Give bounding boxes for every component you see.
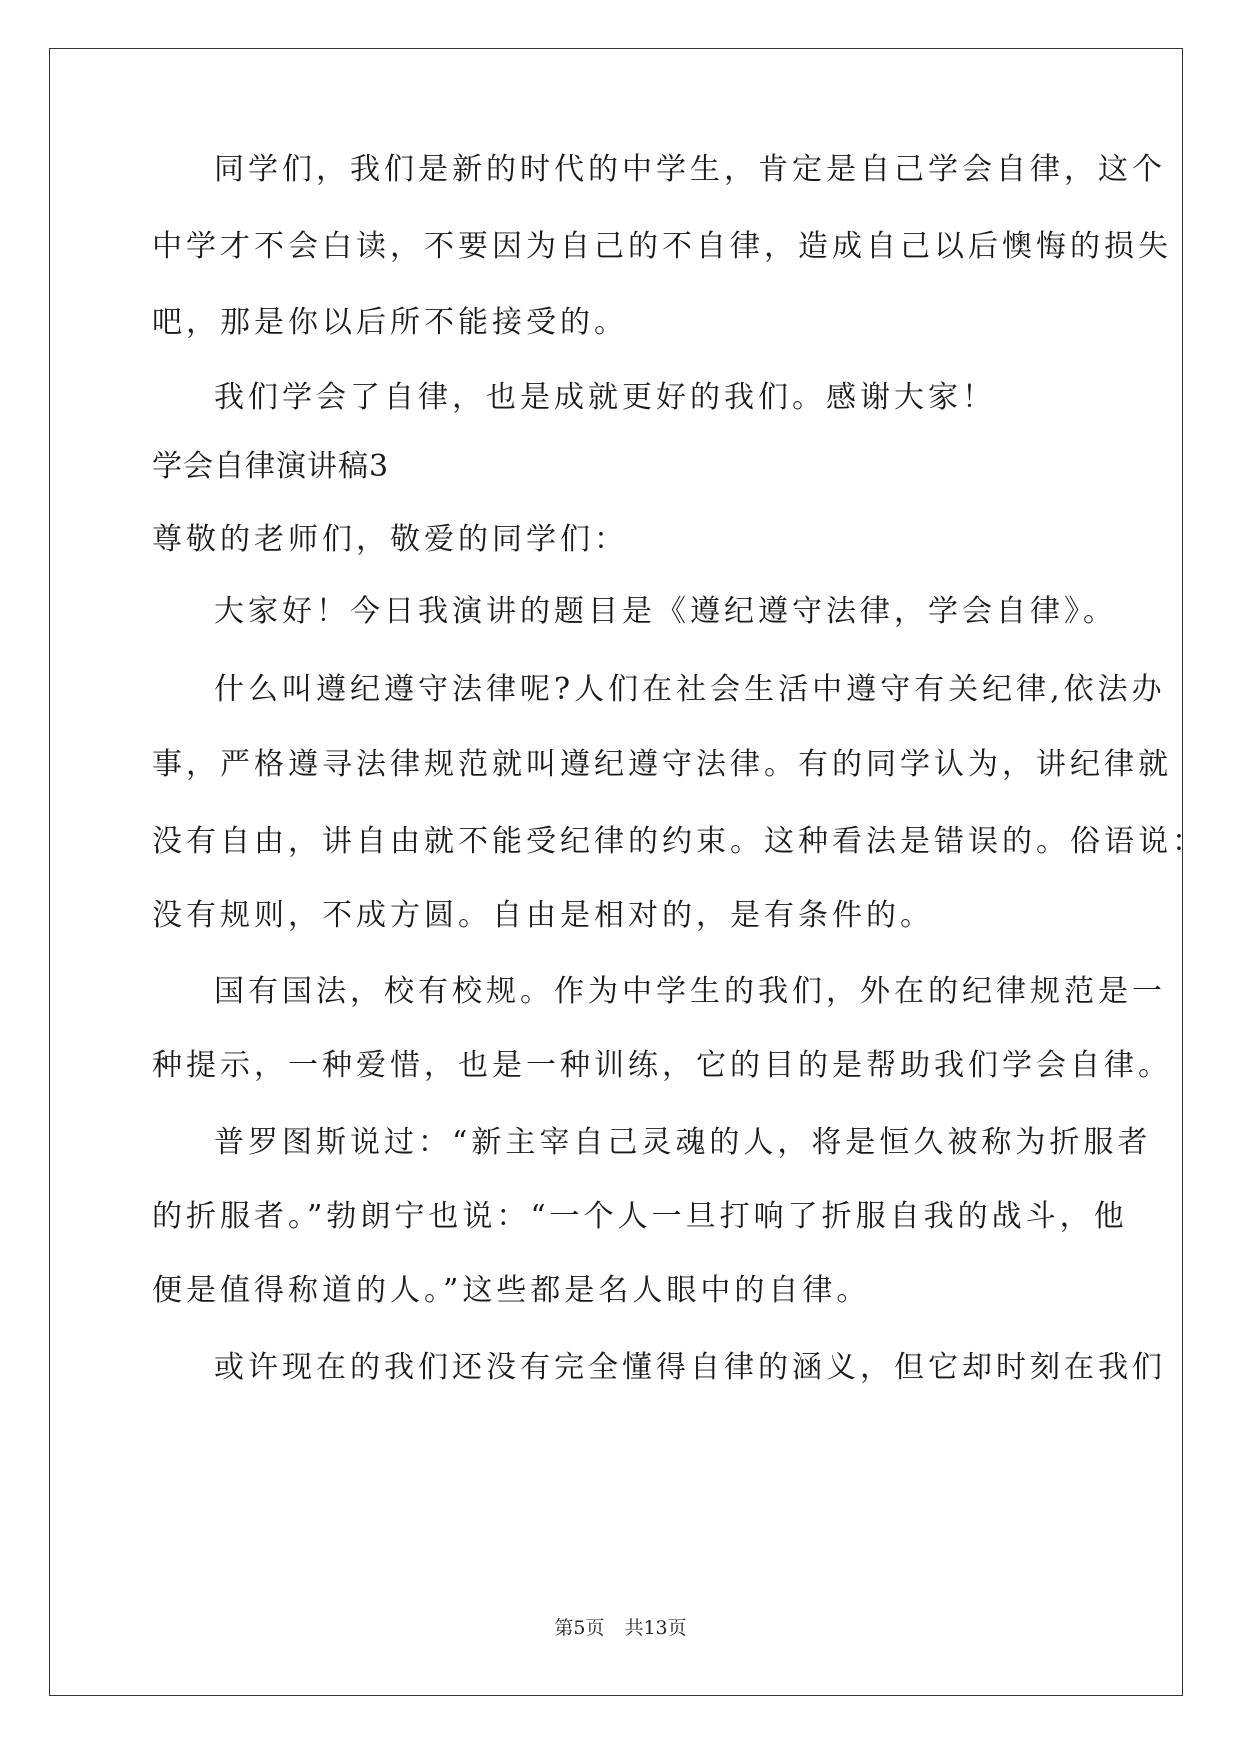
paragraph-line: 中学才不会白读，不要因为自己的不自律，造成自己以后懊悔的损失 — [152, 229, 1172, 264]
paragraph-line: 什么叫遵纪遵守法律呢?人们在社会生活中遵守有关纪律,依法办 — [214, 672, 1166, 707]
page-total: 共13页 — [624, 1617, 687, 1639]
paragraph-line: 吧，那是你以后所不能接受的。 — [152, 305, 628, 340]
paragraph-line: 普罗图斯说过：“新主宰自己灵魂的人，将是恒久被称为折服者 — [214, 1125, 1152, 1160]
page-number: 第5页 — [554, 1617, 605, 1639]
paragraph-line: 或许现在的我们还没有完全懂得自律的涵义，但它却时刻在我们 — [214, 1350, 1166, 1385]
section-heading: 学会自律演讲稿3 — [152, 449, 390, 484]
paragraph-line: 没有自由，讲自由就不能受纪律的约束。这种看法是错误的。俗语说： — [152, 824, 1206, 859]
paragraph-line: 同学们，我们是新的时代的中学生，肯定是自己学会自律，这个 — [214, 152, 1166, 187]
salutation: 尊敬的老师们，敬爱的同学们： — [152, 522, 628, 557]
paragraph-line: 便是值得称道的人。”这些都是名人眼中的自律。 — [152, 1273, 871, 1308]
paragraph-line: 没有规则，不成方圆。自由是相对的，是有条件的。 — [152, 898, 934, 933]
paragraph-line: 国有国法，校有校规。作为中学生的我们，外在的纪律规范是一 — [214, 974, 1166, 1009]
paragraph-line: 种提示，一种爱惜，也是一种训练，它的目的是帮助我们学会自律。 — [152, 1048, 1172, 1083]
page-footer — [0, 1616, 1241, 1640]
paragraph-line: 的折服者。”勃朗宁也说：“一个人一旦打响了折服自我的战斗，他 — [152, 1199, 1128, 1234]
paragraph-line: 事，严格遵寻法律规范就叫遵纪遵守法律。有的同学认为，讲纪律就 — [152, 747, 1172, 782]
page-border — [49, 48, 1183, 1696]
paragraph-line: 大家好！今日我演讲的题目是《遵纪遵守法律，学会自律》。 — [214, 594, 1117, 629]
paragraph-line: 我们学会了自律，也是成就更好的我们。感谢大家！ — [214, 380, 996, 415]
